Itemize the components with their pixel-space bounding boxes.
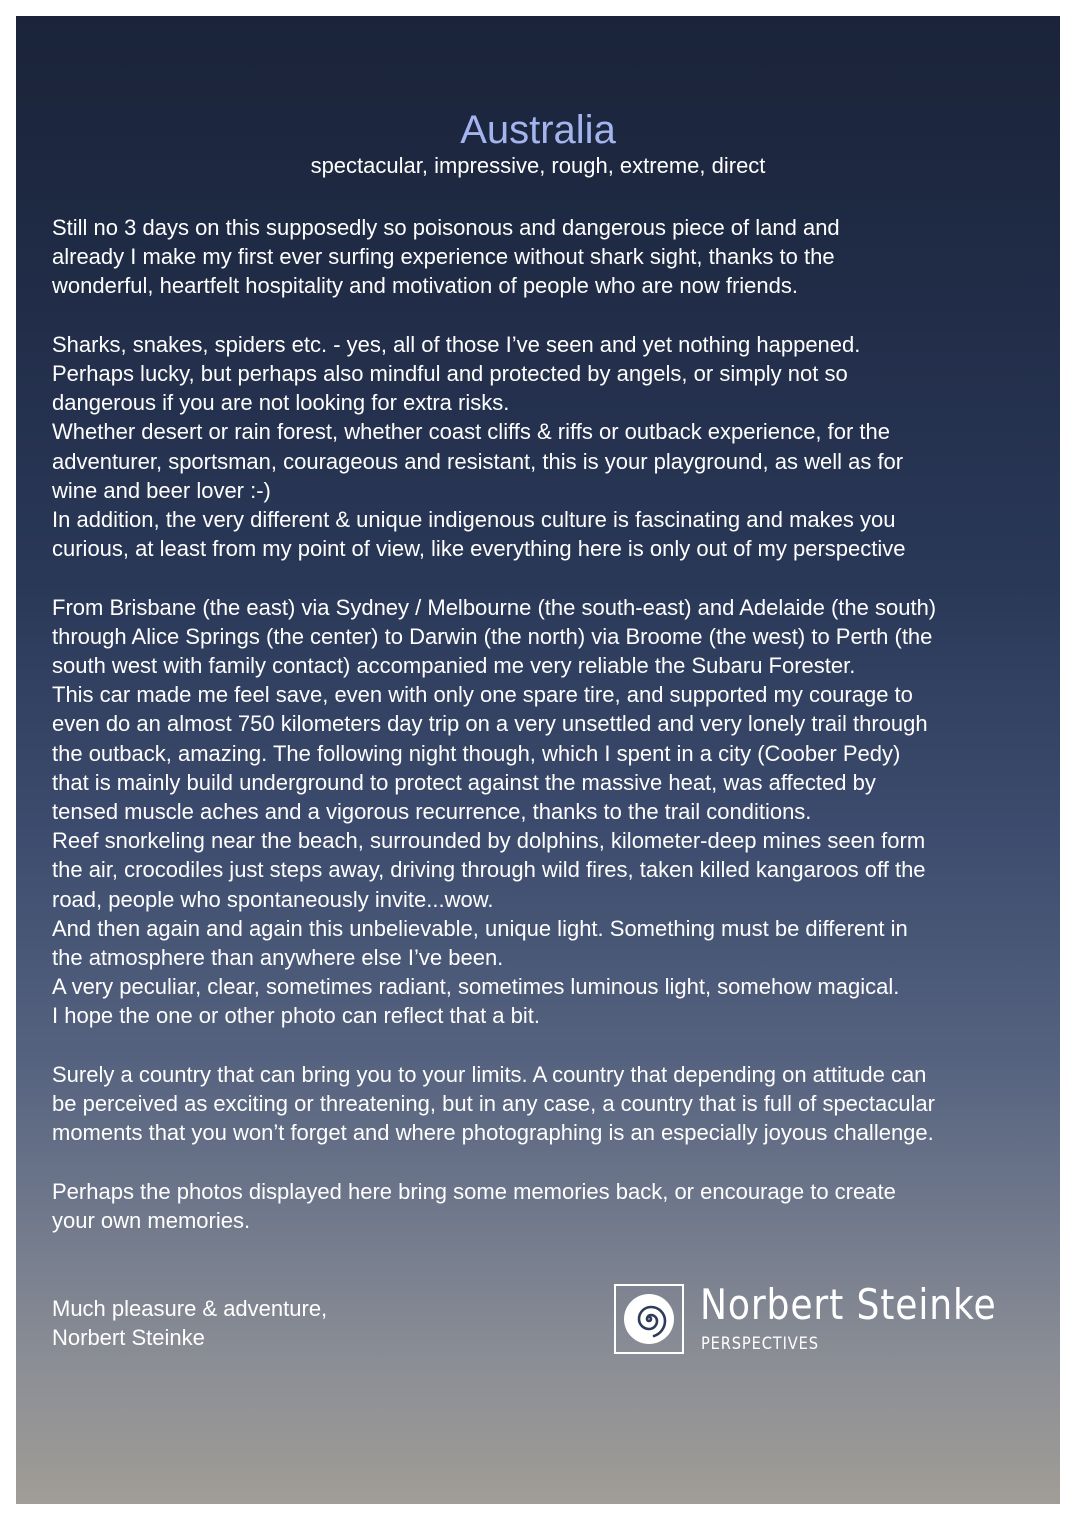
text-line: tensed muscle aches and a vigorous recurrence, thanks to the trail conditions. bbox=[52, 799, 812, 825]
closing-signature: Norbert Steinke bbox=[52, 1325, 205, 1351]
text-line: This car made me feel save, even with only one spare tire, and supported my courage to bbox=[52, 682, 913, 708]
paragraph bbox=[52, 1060, 1052, 1148]
text-line: Whether desert or rain forest, whether coast cliffs & riffs or outback experience, for the bbox=[52, 419, 891, 445]
paragraph-gap bbox=[52, 301, 1052, 330]
text-line: be perceived as exciting or threatening, but in any case, a country that is full of spectacular bbox=[52, 1091, 935, 1117]
text-line: south west with family contact) accompanied me very reliable the Subaru Forester. bbox=[52, 653, 856, 679]
text-line: the outback, amazing. The following night though, which I spent in a city (Coober Pedy) bbox=[52, 740, 901, 766]
text-line: I hope the one or other photo can reflect that a bit. bbox=[52, 1003, 540, 1029]
text-line: Perhaps the photos displayed here bring some memories back, or encourage to create bbox=[52, 1178, 896, 1204]
text-line: moments that you won’t forget and where photographing is an especially joyous challenge. bbox=[52, 1120, 934, 1146]
logo-name: Norbert Steinke bbox=[700, 1280, 997, 1329]
page-subtitle: spectacular, impressive, rough, extreme, direct bbox=[310, 153, 766, 178]
paragraph-gap bbox=[52, 1031, 1052, 1060]
logo-frame bbox=[614, 1284, 684, 1354]
letter-panel bbox=[16, 16, 1060, 1504]
text-line: that is mainly build underground to protect against the massive heat, was affected by bbox=[52, 769, 876, 795]
paragraph-gap bbox=[52, 563, 1052, 592]
text-line: curious, at least from my point of view, like everything here is only out of my perspective bbox=[52, 536, 906, 562]
logo-tagline: PERSPECTIVES bbox=[701, 1334, 819, 1354]
text-line: already I make my first ever surfing experience without shark sight, thanks to the bbox=[52, 244, 835, 270]
paragraph bbox=[52, 330, 1052, 564]
text-line: In addition, the very different & unique indigenous culture is fascinating and makes you bbox=[52, 507, 896, 533]
closing-greeting: Much pleasure & adventure, bbox=[52, 1296, 328, 1321]
text-line: wine and beer lover :-) bbox=[52, 477, 271, 503]
text-line: through Alice Springs (the center) to Darwin (the north) via Broome (the west) to Perth (the bbox=[52, 623, 933, 649]
text-line: Surely a country that can bring you to your limits. A country that depending on attitude can bbox=[52, 1061, 927, 1087]
text-line: Sharks, snakes, spiders etc. - yes, all of those I’ve seen and yet nothing happened. bbox=[52, 331, 861, 357]
text-line: Perhaps lucky, but perhaps also mindful and protected by angels, or simply not so bbox=[52, 361, 848, 386]
paragraph bbox=[52, 593, 1052, 1031]
text-line: even do an almost 750 kilometers day trip on a very unsettled and very lonely trail through bbox=[52, 711, 928, 737]
text-line: road, people who spontaneously invite...wow. bbox=[52, 886, 494, 912]
text-line: Still no 3 days on this supposedly so poisonous and dangerous piece of land and bbox=[52, 215, 840, 240]
text-line: your own memories. bbox=[52, 1207, 251, 1233]
text-line: dangerous if you are not looking for extra risks. bbox=[52, 390, 510, 416]
text-line: Reef snorkeling near the beach, surrounded by dolphins, kilometer-deep mines seen form bbox=[52, 828, 926, 854]
brand-logo bbox=[614, 1280, 1024, 1358]
letter-body bbox=[52, 213, 1052, 1235]
spiral-icon bbox=[622, 1292, 676, 1346]
text-line: And then again and again this unbelievable, unique light. Something must be different in bbox=[52, 915, 908, 941]
text-line: adventurer, sportsman, courageous and resistant, this is your playground, as well as for bbox=[52, 448, 904, 474]
text-line: wonderful, heartfelt hospitality and motivation of people who are now friends. bbox=[52, 273, 798, 299]
text-line: the atmosphere than anywhere else I’ve been. bbox=[52, 945, 504, 971]
text-line: A very peculiar, clear, sometimes radiant, sometimes luminous light, somehow magical. bbox=[52, 974, 900, 1000]
paragraph bbox=[52, 213, 1052, 301]
closing bbox=[52, 1294, 327, 1352]
paragraph bbox=[52, 1177, 1052, 1235]
paragraph-gap bbox=[52, 1147, 1052, 1176]
text-line: From Brisbane (the east) via Sydney / Melbourne (the south-east) and Adelaide (the south) bbox=[52, 594, 937, 620]
page-title: Australia bbox=[460, 108, 616, 152]
text-line: the air, crocodiles just steps away, driving through wild fires, taken killed kangaroos off the bbox=[52, 857, 926, 883]
